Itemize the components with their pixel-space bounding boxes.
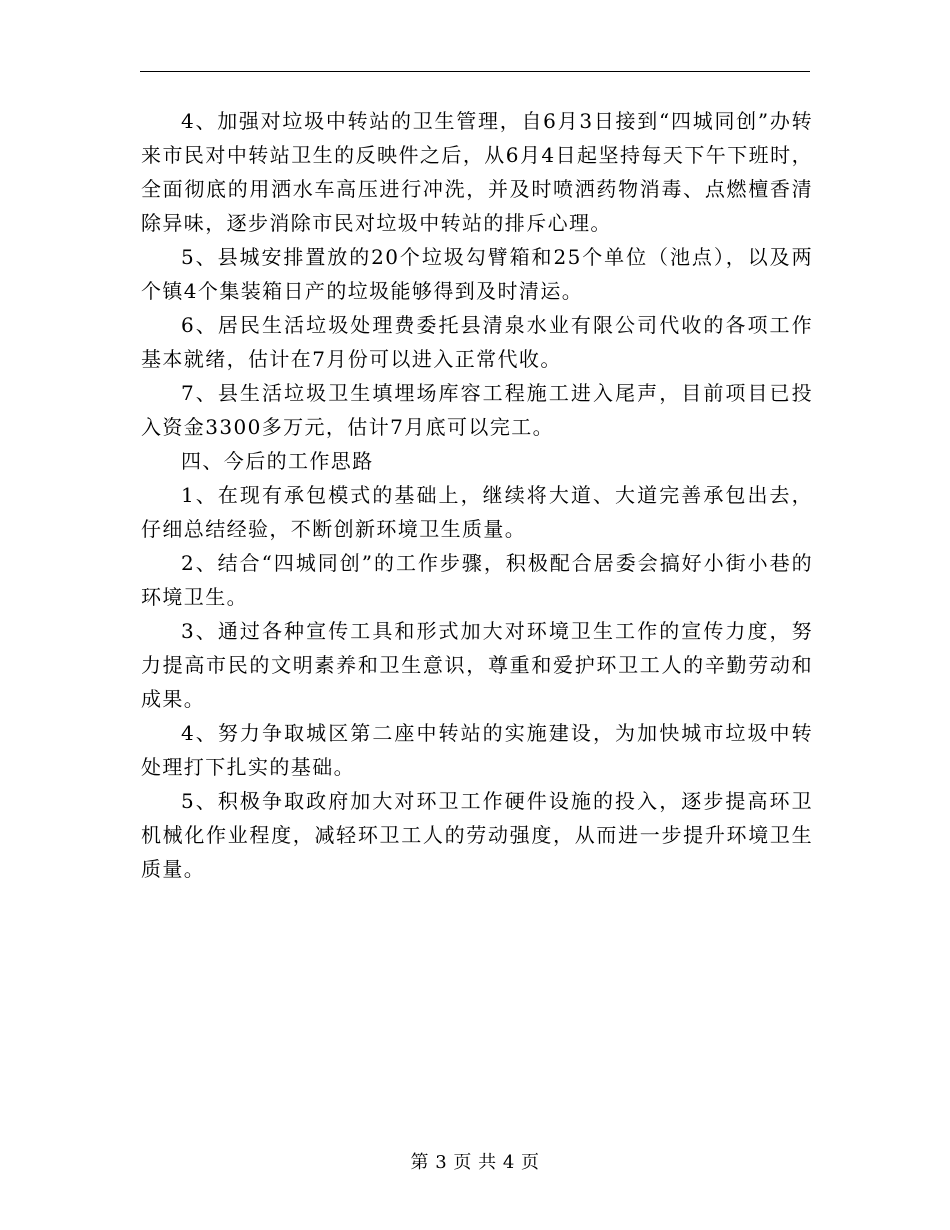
section-item-5: 5、积极争取政府加大对环卫工作硬件设施的投入，逐步提高环卫机械化作业程度，减轻环卫工人的劳动强度，从而进一步提升环境卫生质量。 (141, 789, 813, 881)
paragraph-item-7: 7、县生活垃圾卫生填埋场库容工程施工进入尾声，目前项目已投入资金3300多万元，估计7月底可以完工。 (141, 381, 813, 439)
section-item-4: 4、努力争取城区第二座中转站的实施建设，为加快城市垃圾中转处理打下扎实的基础。 (141, 721, 813, 779)
header-rule (140, 71, 810, 72)
section-item-3: 3、通过各种宣传工具和形式加大对环境卫生工作的宣传力度，努力提高市民的文明素养和卫生意识，尊重和爱护环卫工人的辛勤劳动和成果。 (141, 619, 813, 711)
section-item-2: 2、结合“四城同创”的工作步骤，积极配合居委会搞好小街小巷的环境卫生。 (141, 551, 813, 609)
document-body (141, 104, 813, 886)
section-item-1: 1、在现有承包模式的基础上，继续将大道、大道完善承包出去，仔细总结经验，不断创新环境卫生质量。 (141, 483, 813, 541)
page-number-footer: 第 3 页 共 4 页 (410, 1152, 540, 1173)
paragraph-item-4: 4、加强对垃圾中转站的卫生管理，自6月3日接到“四城同创”办转来市民对中转站卫生的反映件之后，从6月4日起坚持每天下午下班时，全面彻底的用洒水车高压进行冲洗，并及时喷洒药物消毒、点燃檀香清除异味，逐步消除市民对垃圾中转站的排斥心理。 (141, 109, 813, 235)
section-heading: 四、今后的工作思路 (181, 449, 374, 473)
paragraph-item-5: 5、县城安排置放的20个垃圾勾臂箱和25个单位（池点），以及两个镇4个集装箱日产的垃圾能够得到及时清运。 (141, 245, 813, 303)
paragraph-item-6: 6、居民生活垃圾处理费委托县清泉水业有限公司代收的各项工作基本就绪，估计在7月份可以进入正常代收。 (141, 313, 813, 371)
